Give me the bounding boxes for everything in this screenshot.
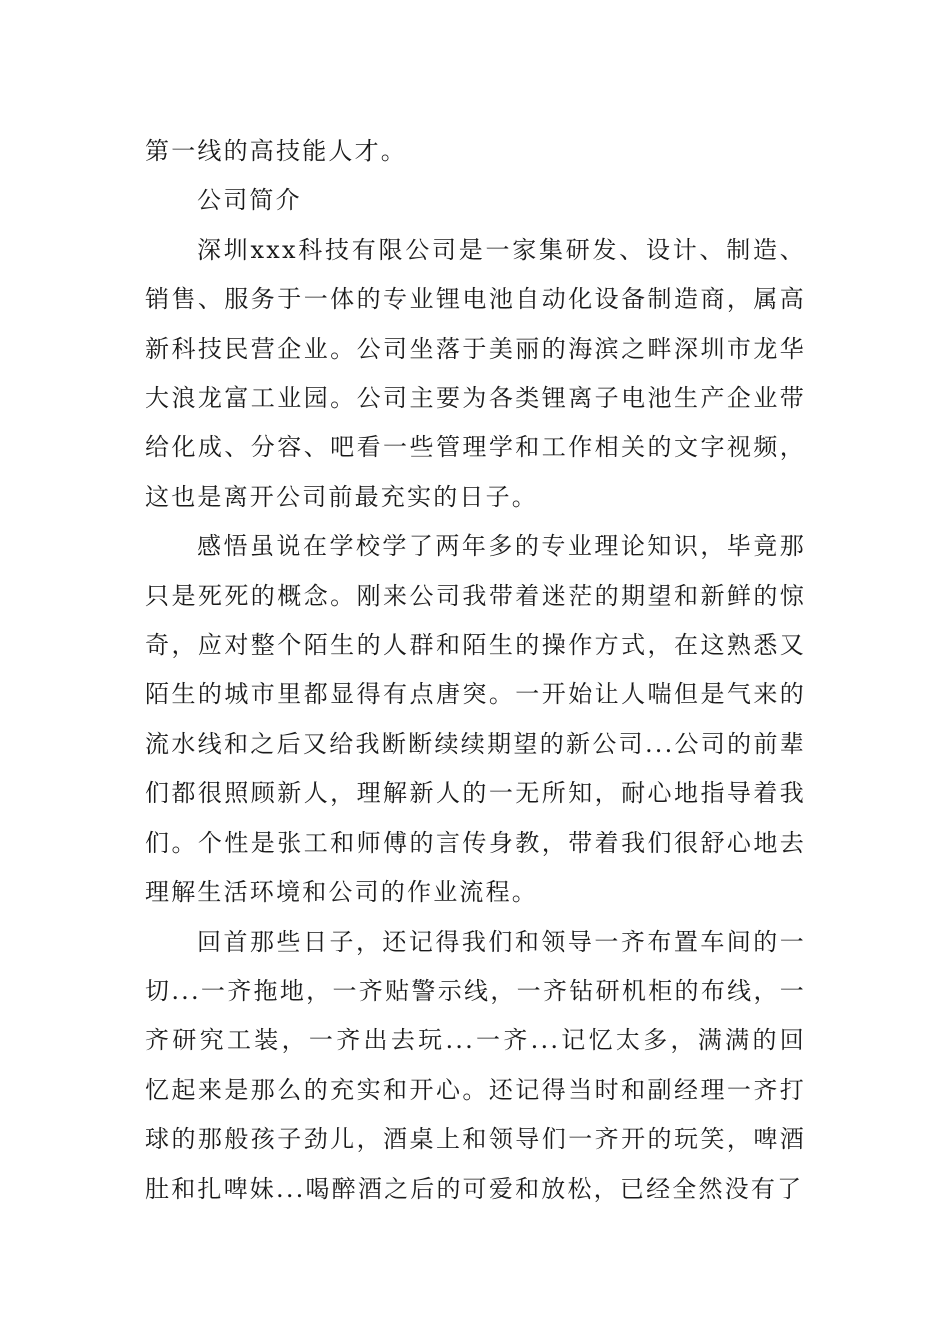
paragraph-company-description: 深圳xxx科技有限公司是一家集研发、设计、制造、销售、服务于一体的专业锂电池自动化设备制造商，属高新科技民营企业。公司坐落于美丽的海滨之畔深圳市龙华大浪龙富工业园。公司主要为各类锂离子电池生产企业带给化成、分容、吧看一些管理学和工作相关的文字视频，这也是离开公司前最充实的日子。 <box>145 235 806 511</box>
paragraph-continuation: 第一线的高技能人才。 <box>145 137 407 165</box>
paragraph-reflection: 感悟虽说在学校学了两年多的专业理论知识，毕竟那只是死死的概念。刚来公司我带着迷茫的期望和新鲜的惊奇，应对整个陌生的人群和陌生的操作方式，在这熟悉又陌生的城市里都显得有点唐突。一开始让人喘但是气来的流水线和之后又给我断断续续期望的新公司...公司的前辈们都很照顾新人，理解新人的一无所知，耐心地指导着我们。个性是张工和师傅的言传身教，带着我们很舒心地去理解生活环境和公司的作业流程。 <box>145 532 806 907</box>
section-heading-company-intro: 公司简介 <box>197 186 302 215</box>
document-body <box>145 127 806 1214</box>
paragraph-memories: 回首那些日子，还记得我们和领导一齐布置车间的一切...一齐拖地，一齐贴警示线，一齐钻研机柜的布线，一齐研究工装，一齐出去玩...一齐...记忆太多，满满的回忆起来是那么的充实和开心。还记得当时和副经理一齐打球的那般孩子劲儿，酒桌上和领导们一齐开的玩笑，啤酒肚和扎啤妹...喝醉酒之后的可爱和放松，已经全然没有了 <box>145 927 806 1203</box>
